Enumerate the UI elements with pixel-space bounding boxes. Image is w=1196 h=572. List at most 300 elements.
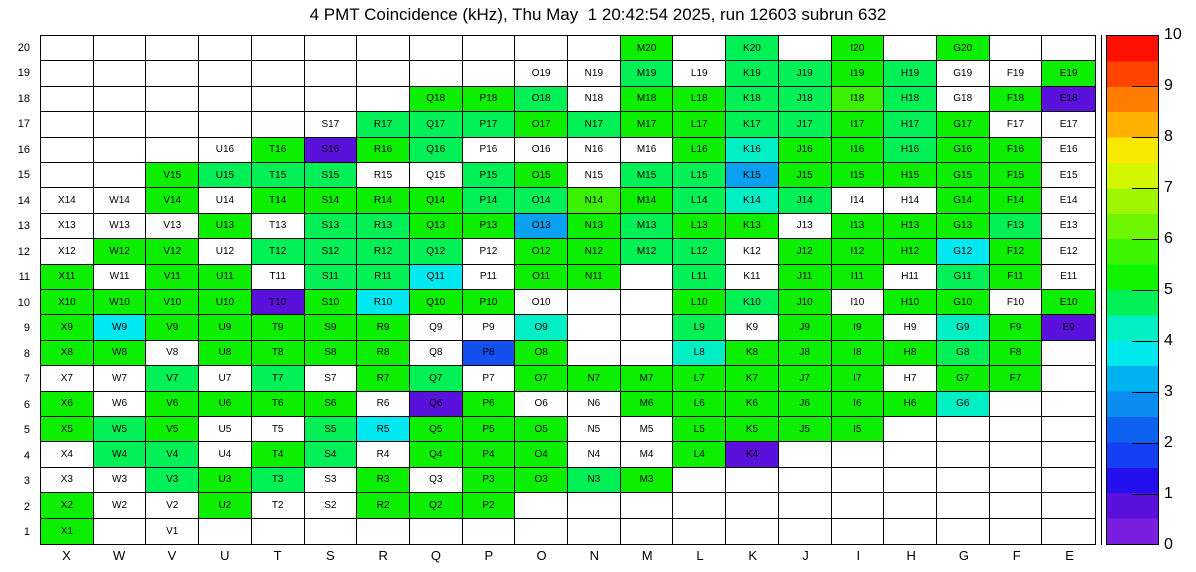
heatmap-cell: P7: [463, 366, 516, 391]
heatmap-cell: G10: [937, 290, 990, 315]
heatmap-cell: W8: [94, 341, 147, 366]
heatmap-cell: [884, 442, 937, 467]
heatmap-cell: M16: [621, 138, 674, 163]
heatmap-cell: J17: [779, 112, 832, 137]
heatmap-cell: O19: [515, 61, 568, 86]
heatmap-cell: P14: [463, 188, 516, 213]
heatmap-cell: W9: [94, 315, 147, 340]
heatmap-cell: [779, 442, 832, 467]
heatmap-cell: [357, 61, 410, 86]
y-tick-label: 8: [23, 347, 30, 360]
heatmap-cell: [252, 519, 305, 544]
heatmap-cell: E17: [1042, 112, 1095, 137]
heatmap-cell: Q17: [410, 112, 463, 137]
heatmap-cell: E14: [1042, 188, 1095, 213]
x-tick-label: O: [536, 548, 547, 563]
colorbar-tick-label: 0: [1164, 536, 1173, 553]
heatmap-cell: R5: [357, 417, 410, 442]
heatmap-cell: T12: [252, 239, 305, 264]
chart-title: 4 PMT Coincidence (kHz), Thu May 1 20:42:54 2025, run 12603 subrun 632: [309, 5, 887, 24]
heatmap-cell: [832, 442, 885, 467]
heatmap-cell: L8: [673, 341, 726, 366]
heatmap-cell: U15: [199, 163, 252, 188]
heatmap-cell: Q10: [410, 290, 463, 315]
heatmap-cell: T7: [252, 366, 305, 391]
heatmap-cell: E19: [1042, 61, 1095, 86]
heatmap-cell: [568, 519, 621, 544]
heatmap-cell: [252, 61, 305, 86]
heatmap-cell: E18: [1042, 87, 1095, 112]
heatmap-cell: I5: [832, 417, 885, 442]
heatmap-cell: O4: [515, 442, 568, 467]
colorbar-tick: [1132, 188, 1159, 189]
heatmap-cell: I8: [832, 341, 885, 366]
heatmap-cell: J14: [779, 188, 832, 213]
x-tick-label: I: [856, 548, 861, 563]
heatmap-cell: F18: [990, 87, 1043, 112]
heatmap-cell: [199, 519, 252, 544]
heatmap-cell: [990, 36, 1043, 61]
heatmap-cell: R17: [357, 112, 410, 137]
heatmap-cell: X10: [41, 290, 94, 315]
heatmap-cell: P13: [463, 214, 516, 239]
heatmap-cell: G19: [937, 61, 990, 86]
heatmap-cell: K11: [726, 265, 779, 290]
heatmap-cell: [568, 290, 621, 315]
heatmap-cell: F13: [990, 214, 1043, 239]
heatmap-cell: T8: [252, 341, 305, 366]
heatmap-cell: X7: [41, 366, 94, 391]
heatmap-cell: P12: [463, 239, 516, 264]
heatmap-cell: H6: [884, 392, 937, 417]
heatmap-cell: L10: [673, 290, 726, 315]
heatmap-cell: W12: [94, 239, 147, 264]
y-tick-label: 17: [17, 118, 30, 131]
heatmap-cell: G13: [937, 214, 990, 239]
heatmap-cell: [673, 36, 726, 61]
heatmap-cell: [779, 519, 832, 544]
heatmap-cell: P10: [463, 290, 516, 315]
x-tick-label: N: [589, 548, 600, 563]
colorbar-tick-label: 2: [1164, 434, 1173, 451]
heatmap-cell: [146, 61, 199, 86]
x-tick-label: L: [696, 548, 704, 563]
heatmap-cell: X5: [41, 417, 94, 442]
heatmap-cell: X3: [41, 468, 94, 493]
y-tick-label: 4: [23, 449, 30, 462]
heatmap-cell: U14: [199, 188, 252, 213]
x-axis-labels: [40, 548, 1096, 566]
heatmap-cell: [990, 417, 1043, 442]
heatmap-cell: S12: [305, 239, 358, 264]
heatmap-cell: R7: [357, 366, 410, 391]
heatmap-cell: H14: [884, 188, 937, 213]
heatmap-cell: H17: [884, 112, 937, 137]
heatmap-cell: [779, 36, 832, 61]
heatmap-cell: [726, 493, 779, 518]
colorbar-tick: [1132, 544, 1159, 545]
heatmap-cell: N17: [568, 112, 621, 137]
heatmap-cell: [779, 468, 832, 493]
heatmap-cell: J19: [779, 61, 832, 86]
heatmap-cell: L14: [673, 188, 726, 213]
heatmap-cell: R4: [357, 442, 410, 467]
heatmap-cell: H18: [884, 87, 937, 112]
heatmap-cell: [41, 36, 94, 61]
heatmap-cell: J6: [779, 392, 832, 417]
heatmap-cell: P4: [463, 442, 516, 467]
heatmap-cell: P11: [463, 265, 516, 290]
heatmap-cell: N7: [568, 366, 621, 391]
heatmap-cell: [568, 493, 621, 518]
heatmap-cell: M15: [621, 163, 674, 188]
heatmap-cell: S17: [305, 112, 358, 137]
heatmap-cell: T2: [252, 493, 305, 518]
colorbar-tick-label: 6: [1164, 230, 1173, 247]
heatmap-cell: M6: [621, 392, 674, 417]
heatmap-cell: F7: [990, 366, 1043, 391]
x-tick-label: H: [906, 548, 916, 563]
heatmap-cell: S11: [305, 265, 358, 290]
heatmap-cell: S3: [305, 468, 358, 493]
heatmap-cell: K7: [726, 366, 779, 391]
heatmap-cell: Q18: [410, 87, 463, 112]
heatmap-cell: N6: [568, 392, 621, 417]
heatmap-cell: X1: [41, 519, 94, 544]
heatmap-cell: V14: [146, 188, 199, 213]
heatmap-cell: L19: [673, 61, 726, 86]
heatmap-cell: X4: [41, 442, 94, 467]
heatmap-cell: I18: [832, 87, 885, 112]
colorbar-tick: [1132, 137, 1159, 138]
heatmap-cell: Q6: [410, 392, 463, 417]
heatmap-cell: G11: [937, 265, 990, 290]
heatmap-grid: [40, 35, 1096, 545]
heatmap-cell: H15: [884, 163, 937, 188]
x-tick-label: T: [273, 548, 282, 563]
heatmap-cell: [779, 493, 832, 518]
heatmap-cell: [146, 138, 199, 163]
heatmap-cell: W6: [94, 392, 147, 417]
heatmap-cell: J8: [779, 341, 832, 366]
heatmap-cell: [305, 61, 358, 86]
heatmap-cell: S5: [305, 417, 358, 442]
heatmap-cell: V4: [146, 442, 199, 467]
heatmap-cell: [621, 493, 674, 518]
heatmap-cell: W14: [94, 188, 147, 213]
heatmap-cell: I9: [832, 315, 885, 340]
heatmap-cell: V5: [146, 417, 199, 442]
heatmap-cell: Q7: [410, 366, 463, 391]
heatmap-cell: [94, 87, 147, 112]
heatmap-cell: R12: [357, 239, 410, 264]
heatmap-cell: Q8: [410, 341, 463, 366]
heatmap-cell: U7: [199, 366, 252, 391]
heatmap-cell: U16: [199, 138, 252, 163]
heatmap-cell: M19: [621, 61, 674, 86]
heatmap-cell: T5: [252, 417, 305, 442]
heatmap-cell: [937, 493, 990, 518]
heatmap-cell: I13: [832, 214, 885, 239]
heatmap-cell: Q14: [410, 188, 463, 213]
heatmap-cell: P15: [463, 163, 516, 188]
heatmap-cell: V6: [146, 392, 199, 417]
heatmap-cell: G20: [937, 36, 990, 61]
y-tick-label: 1: [23, 526, 30, 539]
heatmap-cell: [1042, 519, 1095, 544]
heatmap-cell: I6: [832, 392, 885, 417]
heatmap-cell: M18: [621, 87, 674, 112]
heatmap-cell: K6: [726, 392, 779, 417]
heatmap-cell: [199, 87, 252, 112]
heatmap-cell: Q5: [410, 417, 463, 442]
heatmap-cell: K10: [726, 290, 779, 315]
y-tick-label: 12: [17, 245, 30, 258]
heatmap-cell: S14: [305, 188, 358, 213]
colorbar-tick-label: 1: [1164, 485, 1173, 502]
heatmap-cell: [515, 519, 568, 544]
heatmap-cell: J7: [779, 366, 832, 391]
heatmap-cell: N19: [568, 61, 621, 86]
heatmap-cell: Q3: [410, 468, 463, 493]
heatmap-cell: X8: [41, 341, 94, 366]
heatmap-cell: V7: [146, 366, 199, 391]
heatmap-cell: H11: [884, 265, 937, 290]
heatmap-cell: N4: [568, 442, 621, 467]
heatmap-cell: T14: [252, 188, 305, 213]
heatmap-cell: [252, 112, 305, 137]
heatmap-cell: T6: [252, 392, 305, 417]
heatmap-cell: H10: [884, 290, 937, 315]
heatmap-cell: J5: [779, 417, 832, 442]
heatmap-cell: W3: [94, 468, 147, 493]
heatmap-cell: S16: [305, 138, 358, 163]
heatmap-cell: [41, 112, 94, 137]
heatmap-cell: [884, 493, 937, 518]
heatmap-cell: [146, 112, 199, 137]
heatmap-cell: [357, 36, 410, 61]
heatmap-cell: T16: [252, 138, 305, 163]
heatmap-cell: J15: [779, 163, 832, 188]
heatmap-cell: [990, 493, 1043, 518]
heatmap-cell: O14: [515, 188, 568, 213]
heatmap-cell: P3: [463, 468, 516, 493]
heatmap-cell: M20: [621, 36, 674, 61]
heatmap-cell: P9: [463, 315, 516, 340]
heatmap-cell: K4: [726, 442, 779, 467]
heatmap-cell: [199, 36, 252, 61]
heatmap-cell: I12: [832, 239, 885, 264]
heatmap-cell: T13: [252, 214, 305, 239]
heatmap-cell: R15: [357, 163, 410, 188]
heatmap-cell: [94, 163, 147, 188]
heatmap-cell: G8: [937, 341, 990, 366]
heatmap-cell: U10: [199, 290, 252, 315]
heatmap-cell: M17: [621, 112, 674, 137]
colorbar-tick-label: 3: [1164, 383, 1173, 400]
heatmap-cell: O15: [515, 163, 568, 188]
colorbar-tick: [1132, 86, 1159, 87]
colorbar-tick-label: 7: [1164, 179, 1173, 196]
heatmap-cell: S2: [305, 493, 358, 518]
heatmap-cell: K16: [726, 138, 779, 163]
heatmap-cell: [884, 468, 937, 493]
heatmap-cell: U3: [199, 468, 252, 493]
heatmap-cell: X13: [41, 214, 94, 239]
y-tick-label: 6: [23, 398, 30, 411]
heatmap-cell: J13: [779, 214, 832, 239]
heatmap-cell: R11: [357, 265, 410, 290]
heatmap-cell: [305, 519, 358, 544]
heatmap-cell: S4: [305, 442, 358, 467]
x-tick-label: M: [641, 548, 653, 563]
heatmap-cell: L7: [673, 366, 726, 391]
heatmap-cell: O16: [515, 138, 568, 163]
heatmap-cell: [463, 61, 516, 86]
heatmap-cell: K20: [726, 36, 779, 61]
heatmap-cell: H12: [884, 239, 937, 264]
heatmap-cell: U13: [199, 214, 252, 239]
heatmap-cell: I16: [832, 138, 885, 163]
heatmap-cell: E16: [1042, 138, 1095, 163]
heatmap-cell: I20: [832, 36, 885, 61]
y-tick-label: 10: [17, 296, 30, 309]
heatmap-cell: G14: [937, 188, 990, 213]
heatmap-cell: [937, 468, 990, 493]
colorbar-tick: [1132, 290, 1159, 291]
heatmap-cell: K14: [726, 188, 779, 213]
heatmap-cell: [1042, 417, 1095, 442]
heatmap-cell: J9: [779, 315, 832, 340]
x-tick-label: S: [326, 548, 335, 563]
heatmap-cell: O13: [515, 214, 568, 239]
heatmap-cell: [463, 36, 516, 61]
heatmap-cell: E9: [1042, 315, 1095, 340]
heatmap-cell: [410, 36, 463, 61]
heatmap-cell: O18: [515, 87, 568, 112]
heatmap-cell: E11: [1042, 265, 1095, 290]
colorbar-tick: [1132, 35, 1159, 36]
heatmap-cell: S9: [305, 315, 358, 340]
heatmap-cell: [621, 315, 674, 340]
heatmap-cell: G18: [937, 87, 990, 112]
heatmap-cell: K8: [726, 341, 779, 366]
heatmap-cell: O17: [515, 112, 568, 137]
heatmap-cell: K18: [726, 87, 779, 112]
heatmap-cell: X11: [41, 265, 94, 290]
heatmap-cell: J18: [779, 87, 832, 112]
heatmap-cell: [1042, 468, 1095, 493]
heatmap-cell: [990, 468, 1043, 493]
y-tick-label: 13: [17, 220, 30, 233]
heatmap-cell: L18: [673, 87, 726, 112]
heatmap-cell: L9: [673, 315, 726, 340]
y-tick-label: 3: [23, 475, 30, 488]
heatmap-cell: K5: [726, 417, 779, 442]
heatmap-cell: M4: [621, 442, 674, 467]
heatmap-cell: [252, 36, 305, 61]
heatmap-cell: [1042, 36, 1095, 61]
heatmap-cell: [94, 36, 147, 61]
heatmap-cell: V13: [146, 214, 199, 239]
heatmap-cell: [357, 519, 410, 544]
heatmap-cell: R3: [357, 468, 410, 493]
heatmap-cell: [410, 61, 463, 86]
heatmap-cell: R8: [357, 341, 410, 366]
heatmap-cell: O9: [515, 315, 568, 340]
y-tick-label: 14: [17, 194, 30, 207]
heatmap-cell: G7: [937, 366, 990, 391]
heatmap-cell: [94, 112, 147, 137]
heatmap-cell: [937, 442, 990, 467]
heatmap-cell: N5: [568, 417, 621, 442]
heatmap-cell: [832, 519, 885, 544]
heatmap-cell: [726, 519, 779, 544]
heatmap-cell: [884, 519, 937, 544]
y-tick-label: 9: [23, 322, 30, 335]
heatmap-cell: O10: [515, 290, 568, 315]
heatmap-cell: [884, 36, 937, 61]
heatmap-cell: [305, 36, 358, 61]
heatmap-cell: F9: [990, 315, 1043, 340]
heatmap-cell: R9: [357, 315, 410, 340]
heatmap-cell: V3: [146, 468, 199, 493]
heatmap-cell: P6: [463, 392, 516, 417]
heatmap-cell: [673, 468, 726, 493]
heatmap-cell: M7: [621, 366, 674, 391]
heatmap-cell: O8: [515, 341, 568, 366]
heatmap-cell: Q4: [410, 442, 463, 467]
heatmap-cell: T3: [252, 468, 305, 493]
heatmap-cell: F11: [990, 265, 1043, 290]
heatmap-cell: W4: [94, 442, 147, 467]
heatmap-cell: S15: [305, 163, 358, 188]
heatmap-cell: T9: [252, 315, 305, 340]
y-tick-label: 7: [23, 373, 30, 386]
y-tick-label: 11: [18, 271, 30, 284]
heatmap-cell: U8: [199, 341, 252, 366]
heatmap-cell: U2: [199, 493, 252, 518]
x-tick-label: K: [748, 548, 758, 563]
heatmap-cell: L12: [673, 239, 726, 264]
heatmap-cell: O7: [515, 366, 568, 391]
heatmap-cell: G16: [937, 138, 990, 163]
y-axis-labels: [0, 35, 30, 545]
heatmap-cell: L16: [673, 138, 726, 163]
heatmap-cell: J16: [779, 138, 832, 163]
heatmap-cell: M12: [621, 239, 674, 264]
heatmap-cell: O6: [515, 392, 568, 417]
heatmap-cell: I10: [832, 290, 885, 315]
heatmap-cell: I15: [832, 163, 885, 188]
x-tick-label: W: [113, 548, 126, 563]
heatmap-cell: H7: [884, 366, 937, 391]
heatmap-cell: F16: [990, 138, 1043, 163]
heatmap-cell: O11: [515, 265, 568, 290]
heatmap-cell: [357, 87, 410, 112]
y-tick-label: 15: [17, 169, 30, 182]
heatmap-cell: [990, 519, 1043, 544]
y-tick-label: 2: [23, 500, 30, 513]
heatmap-cell: [94, 61, 147, 86]
heatmap-cell: S7: [305, 366, 358, 391]
colorbar-tick-label: 9: [1164, 77, 1173, 94]
y-tick-label: 19: [17, 67, 30, 80]
heatmap-cell: Q12: [410, 239, 463, 264]
heatmap-cell: [673, 519, 726, 544]
heatmap-cell: H13: [884, 214, 937, 239]
heatmap-cell: Q2: [410, 493, 463, 518]
